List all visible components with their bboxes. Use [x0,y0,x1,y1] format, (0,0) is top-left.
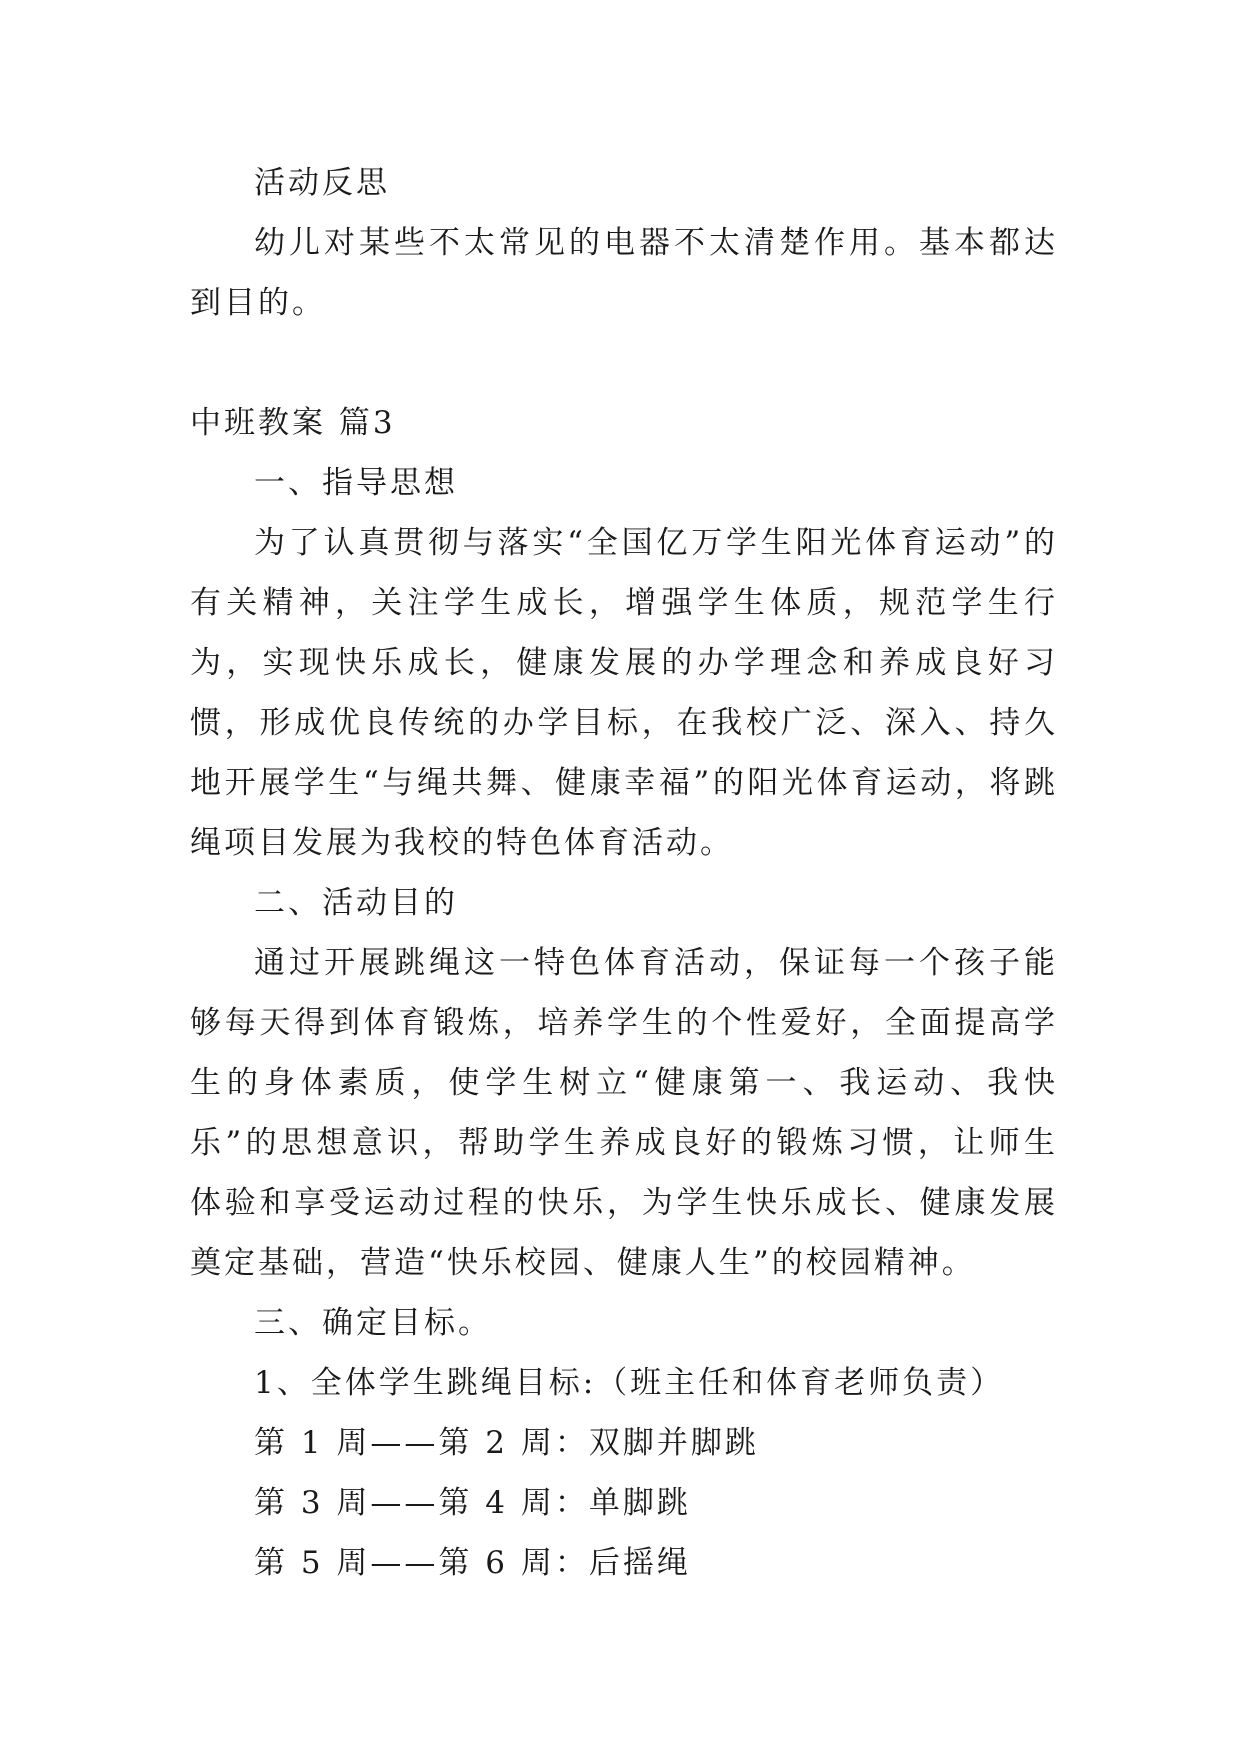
section-2-heading: 二、活动目的 [254,885,458,921]
lesson-title: 中班教案 篇3 [190,405,396,441]
section-3-heading: 三、确定目标。 [254,1305,492,1341]
reflection-paragraph: 幼儿对某些不太常见的电器不太清楚作用。基本都达到目的。 [190,225,1058,321]
section-1-heading: 一、指导思想 [254,465,458,501]
section-1-paragraph: 为了认真贯彻与落实“全国亿万学生阳光体育运动”的有关精神，关注学生成长，增强学生体质，规范学生行为，实现快乐成长，健康发展的办学理念和养成良好习惯，形成优良传统的办学目标，在我校广泛、深入、持久地开展学生“与绳共舞、健康幸福”的阳光体育运动，将跳绳项目发展为我校的特色体育活动。 [190,525,1058,861]
goal-1-line: 1、全体学生跳绳目标:（班主任和体育老师负责） [254,1365,1005,1401]
week-line: 第 3 周——第 4 周：单脚跳 [254,1485,691,1521]
week-line: 第 1 周——第 2 周：双脚并脚跳 [254,1425,759,1461]
document-body [190,153,1058,1593]
reflection-heading: 活动反思 [254,165,390,201]
section-2-paragraph: 通过开展跳绳这一特色体育活动，保证每一个孩子能够每天得到体育锻炼，培养学生的个性爱好，全面提高学生的身体素质，使学生树立“健康第一、我运动、我快乐”的思想意识，帮助学生养成良好的锻炼习惯，让师生体验和享受运动过程的快乐，为学生快乐成长、健康发展奠定基础，营造“快乐校园、健康人生”的校园精神。 [190,945,1058,1281]
week-line: 第 5 周——第 6 周：后摇绳 [254,1545,691,1581]
